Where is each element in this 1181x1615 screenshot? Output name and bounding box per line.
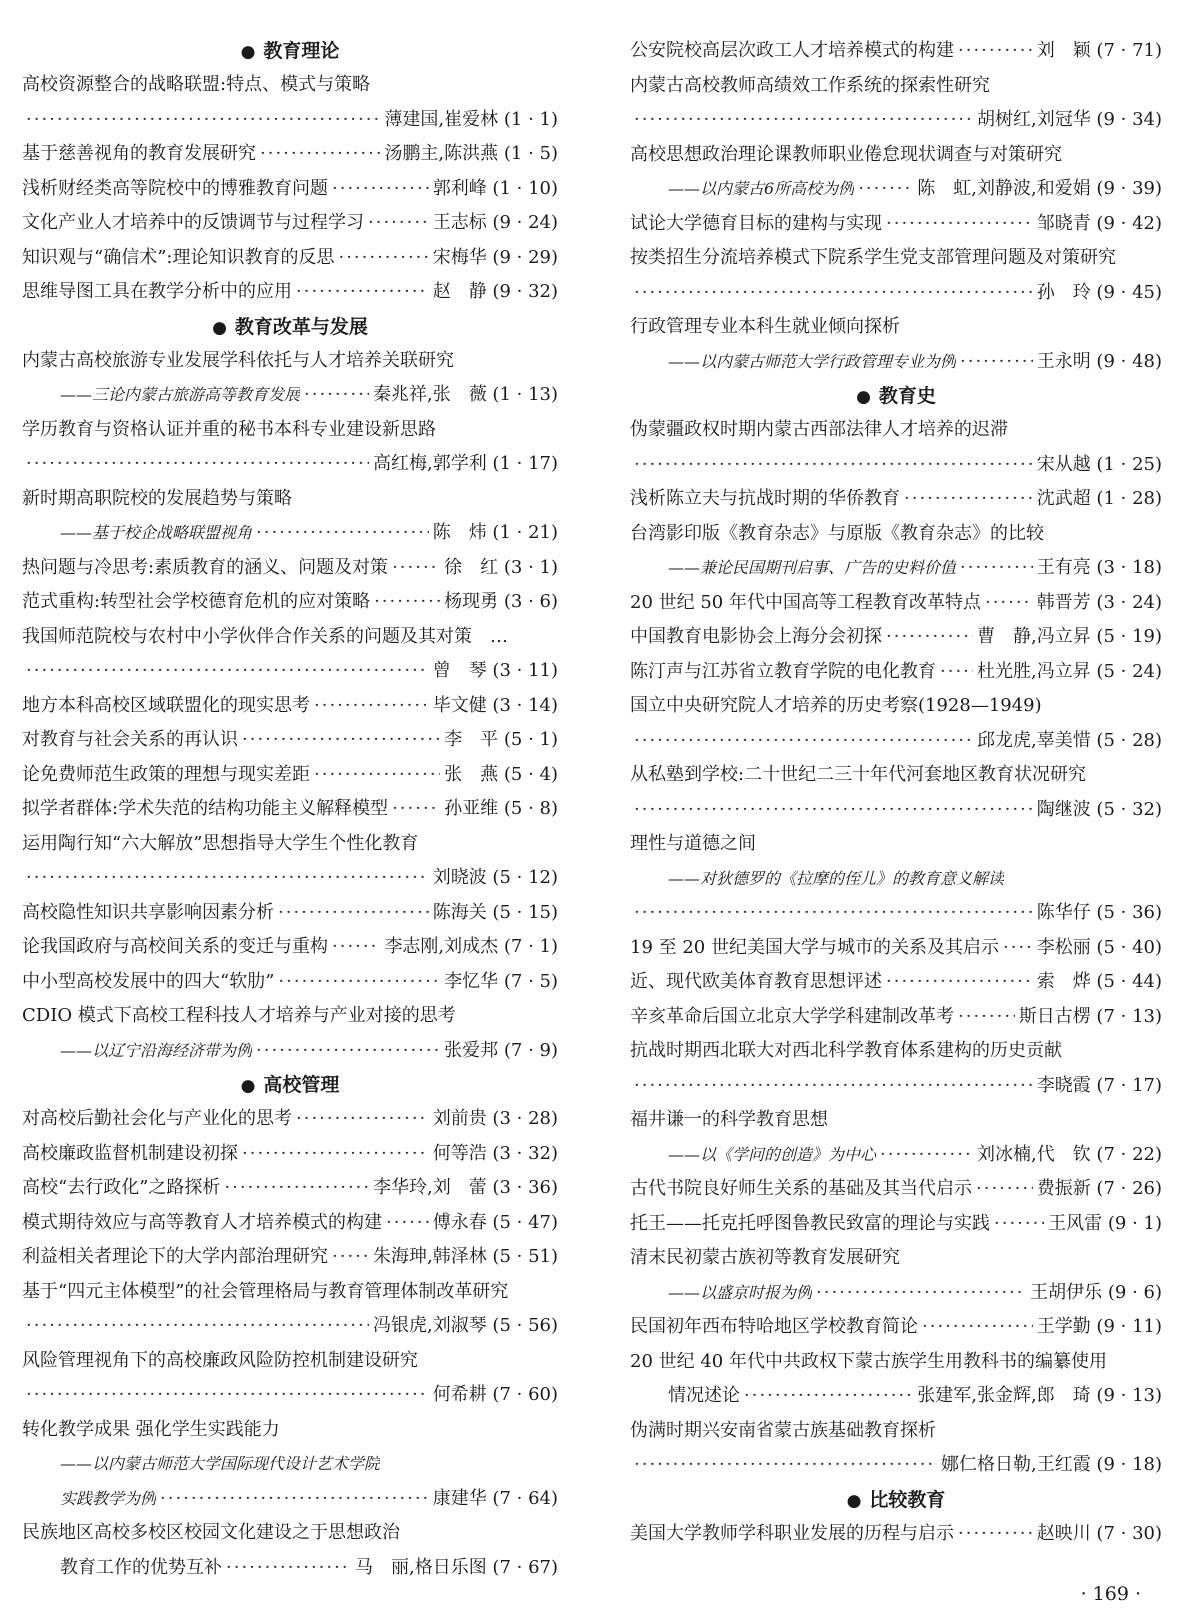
leader-dots: [958, 1000, 1015, 1035]
entry-title: 对高校后勤社会化与产业化的思考: [22, 1108, 292, 1129]
entry-author-page: 毕文健 (3 · 14): [432, 694, 558, 716]
entry-author-page: 宋从越 (1 · 25): [1036, 453, 1162, 475]
entry-author-page: 王学勤 (9 · 11): [1036, 1316, 1162, 1337]
entry-author-page: 索 烨 (5 · 44): [1036, 971, 1162, 992]
toc-entry: [22, 1482, 558, 1517]
toc-entry: [22, 585, 558, 620]
entry-title: 学历教育与资格认证并重的秘书本科专业建设新思路: [22, 418, 436, 440]
toc-entry: [630, 1379, 1162, 1414]
entry-author-page: 刘 颖 (7 · 71): [1036, 40, 1162, 61]
leader-dots: [634, 1069, 1033, 1104]
leader-dots: [904, 482, 1033, 517]
toc-entry: [630, 1448, 1162, 1483]
entry-author-page: 郭利峰 (1 · 10): [432, 177, 558, 199]
toc-entry: [630, 207, 1162, 242]
entry-author-page: 邱龙虎,辜美惜 (5 · 28): [976, 729, 1162, 751]
toc-entry: [22, 1137, 558, 1172]
entry-author-page: 李晓霞 (7 · 17): [1036, 1074, 1162, 1096]
toc-entry: [22, 447, 558, 482]
toc-entry: [630, 1310, 1162, 1345]
bullet-icon: ●: [240, 42, 256, 62]
entry-title: 陈汀声与江苏省立教育学院的电化教育: [630, 660, 936, 682]
leader-dots: [278, 896, 429, 931]
entry-title: CDIO 模式下高校工程科技人才培养与产业对接的思考: [22, 1005, 456, 1026]
toc-entry: [22, 758, 558, 793]
entry-author-page: 何希耕 (7 · 60): [432, 1384, 558, 1405]
leader-dots: [958, 34, 1033, 69]
entry-author-page: 娜仁格日勒,王红霞 (9 · 18): [940, 1454, 1162, 1475]
leader-dots: [278, 965, 440, 1000]
toc-entry: [630, 1276, 1162, 1311]
entry-title: 20 世纪 40 年代中共政权下蒙古族学生用教科书的编纂使用: [630, 1350, 1107, 1372]
entry-author-page: 陈华仔 (5 · 36): [1036, 902, 1162, 923]
toc-entry: [630, 34, 1162, 69]
leader-dots: [960, 345, 1033, 380]
entry-title: 思维导图工具在教学分析中的应用: [22, 281, 292, 302]
toc-title-line: [22, 482, 558, 517]
entry-title: ——以辽宁沿海经济带为例: [60, 1040, 253, 1060]
leader-dots: [880, 1138, 973, 1173]
leader-dots: [332, 930, 380, 965]
entry-title: 拟学者群体:学术失范的结构功能主义解释模型: [22, 798, 389, 819]
entry-title: 地方本科高校区域联盟化的现实思考: [22, 694, 310, 716]
leader-dots: [304, 378, 369, 413]
toc-entry: [22, 551, 558, 586]
leader-dots: [744, 1379, 913, 1414]
toc-entry: [22, 689, 558, 724]
toc-entry: [630, 793, 1162, 828]
section-title: 教育理论: [263, 40, 340, 62]
toc-entry: [22, 930, 558, 965]
leader-dots: [994, 1207, 1044, 1242]
leader-dots: [958, 1517, 1033, 1552]
entry-title: 论免费师范生政策的理想与现实差距: [22, 763, 310, 785]
entry-author-page: 刘晓波 (5 · 12): [432, 867, 558, 888]
entry-title: ——以内蒙古6所高校为例: [668, 179, 855, 198]
section-title: 教育改革与发展: [234, 315, 368, 338]
toc-entry: [22, 1551, 558, 1586]
section-title: 高校管理: [263, 1074, 340, 1096]
entry-title: 风险管理视角下的高校廉政风险防控机制建设研究: [22, 1349, 418, 1371]
entry-title: 高校思想政治理论课教师职业倦怠现状调查与对策研究: [630, 143, 1062, 165]
entry-title: ——以内蒙古师范大学行政管理专业为例: [668, 351, 957, 371]
toc-title-line: [630, 1345, 1162, 1380]
toc-entry: [630, 172, 1162, 207]
toc-title-line: [22, 1413, 558, 1448]
toc-entry: [630, 551, 1162, 586]
leader-dots: [26, 1378, 429, 1413]
entry-author-page: 李志刚,刘成杰 (7 · 1): [384, 936, 558, 957]
entry-author-page: 赵 静 (9 · 32): [432, 281, 558, 302]
leader-dots: [314, 758, 440, 793]
entry-title: 清末民初蒙古族初等教育发展研究: [630, 1247, 900, 1268]
leader-dots: [634, 276, 1033, 311]
entry-title: 情况述论: [668, 1385, 740, 1406]
entry-title: 基于“四元主体模型”的社会管理格局与教育管理体制改革研究: [22, 1280, 509, 1302]
entry-title: 民国初年西布特哈地区学校教育简论: [630, 1316, 918, 1337]
entry-author-page: 曾 琴 (3 · 11): [432, 660, 558, 681]
toc-entry: [630, 1207, 1162, 1242]
toc-entry: [22, 792, 558, 827]
entry-title: 论我国政府与高校间关系的变迁与重构: [22, 936, 328, 957]
entry-author-page: 何等浩 (3 · 32): [432, 1142, 558, 1164]
entry-title: 高校隐性知识共享影响因素分析: [22, 901, 274, 923]
toc-entry: [22, 896, 558, 931]
toc-title-line: [630, 69, 1162, 104]
leader-dots: [296, 1102, 429, 1137]
toc-entry: [22, 723, 558, 758]
toc-title-line: [22, 999, 558, 1034]
toc-title-line: [630, 413, 1162, 448]
toc-entry: [22, 241, 558, 276]
entry-author-page: 陶继波 (5 · 32): [1036, 798, 1162, 820]
entry-author-page: 傅永春 (5 · 47): [432, 1211, 558, 1233]
leader-dots: [634, 103, 973, 138]
entry-author-page: 李松丽 (5 · 40): [1036, 936, 1162, 958]
entry-author-page: 陈海关 (5 · 15): [432, 901, 558, 923]
leader-dots: [960, 551, 1033, 586]
leader-dots: [858, 172, 913, 207]
toc-entry: [22, 206, 558, 241]
entry-title: ——以《学问的创造》为中心: [668, 1144, 877, 1164]
entry-title: 美国大学教师学科职业发展的历程与启示: [630, 1522, 954, 1544]
leader-dots: [1003, 931, 1033, 966]
toc-title-line: [22, 620, 558, 655]
entry-title: 古代书院良好师生关系的基础及其当代启示: [630, 1178, 972, 1199]
toc-entry: [630, 965, 1162, 1000]
toc-entry: [22, 1240, 558, 1275]
toc-entry: [22, 1171, 558, 1206]
entry-author-page: 杨现勇 (3 · 6): [444, 591, 558, 612]
entry-author-page: 汤鹏主,陈洪燕 (1 · 5): [384, 143, 558, 164]
section-title: 教育史: [878, 385, 936, 407]
entry-title: 浅析财经类高等院校中的博雅教育问题: [22, 177, 328, 199]
entry-author-page: 张 燕 (5 · 4): [444, 763, 558, 785]
entry-author-page: 王有亮 (3 · 18): [1036, 557, 1162, 578]
entry-title: 20 世纪 50 年代中国高等工程教育改革特点: [630, 591, 981, 613]
entry-title: 托王——托克托呼图鲁教民致富的理论与实践: [630, 1212, 990, 1234]
entry-title: 高校廉政监督机制建设初探: [22, 1142, 238, 1164]
leader-dots: [26, 1309, 369, 1344]
toc-entry: [22, 654, 558, 689]
leader-dots: [260, 137, 380, 172]
toc-title-line: [630, 310, 1162, 345]
entry-title: 民族地区高校多校区校园文化建设之于思想政治: [22, 1522, 400, 1543]
toc-entry: [22, 516, 558, 551]
bullet-icon: ●: [846, 1490, 862, 1511]
bullet-icon: ●: [240, 1076, 256, 1096]
toc-entry: [22, 1378, 558, 1413]
toc-entry: [22, 965, 558, 1000]
section-heading: [22, 1068, 558, 1102]
entry-title: 按类招生分流培养模式下院系学生党支部管理问题及对策研究: [630, 247, 1116, 268]
entry-author-page: 孙亚维 (5 · 8): [444, 798, 558, 819]
toc-entry: [22, 275, 558, 310]
leader-dots: [392, 551, 440, 586]
entry-author-page: 曹 静,冯立昇 (5 · 19): [976, 626, 1162, 647]
entry-title: 内蒙古高校旅游专业发展学科依托与人才培养关联研究: [22, 349, 454, 371]
entry-author-page: 康建华 (7 · 64): [432, 1487, 558, 1509]
entry-title: ——三论内蒙古旅游高等教育发展: [60, 385, 301, 404]
entry-title: 内蒙古高校教师高绩效工作系统的探索性研究: [630, 74, 990, 96]
leader-dots: [922, 1310, 1033, 1345]
entry-title: 行政管理专业本科生就业倾向探析: [630, 316, 900, 337]
entry-title: 运用陶行知“六大解放”思想指导大学生个性化教育: [22, 832, 419, 854]
leader-dots: [26, 861, 429, 896]
entry-title: 中国教育电影协会上海分会初探: [630, 626, 882, 647]
entry-author-page: 王胡伊乐 (9 · 6): [1030, 1281, 1162, 1303]
toc-entry: [630, 1172, 1162, 1207]
entry-title: 19 至 20 世纪美国大学与城市的关系及其启示: [630, 936, 999, 958]
entry-title: 近、现代欧美体育教育思想评述: [630, 971, 882, 992]
bullet-icon: ●: [212, 317, 227, 338]
entry-title: 基于慈善视角的教育发展研究: [22, 143, 256, 164]
entry-author-page: 张爱邦 (7 · 9): [444, 1039, 558, 1061]
entry-title: 从私塾到学校:二十世纪二三十年代河套地区教育状况研究: [630, 764, 1087, 785]
section-title: 比较教育: [869, 1488, 946, 1511]
toc-entry: [22, 172, 558, 207]
leader-dots: [634, 724, 973, 759]
leader-dots: [26, 103, 380, 138]
entry-title: 公安院校高层次政工人才培养模式的构建: [630, 40, 954, 61]
entry-title: 伪蒙疆政权时期内蒙古西部法律人才培养的迟滞: [630, 419, 1008, 440]
toc-entry: [22, 137, 558, 172]
entry-author-page: 孙 玲 (9 · 45): [1036, 281, 1162, 303]
toc-title-line: [22, 827, 558, 862]
toc-entry: [22, 103, 558, 138]
toc-entry: [22, 378, 558, 413]
entry-author-page: 朱海珅,韩泽林 (5 · 51): [372, 1246, 558, 1267]
entry-author-page: 高红梅,郭学利 (1 · 17): [372, 453, 558, 474]
leader-dots: [296, 275, 429, 310]
toc-title-line: [630, 758, 1162, 793]
entry-title: ——以内蒙古师范大学国际现代设计艺术学院: [60, 1454, 381, 1473]
leader-dots: [160, 1482, 429, 1517]
toc-title-line: [22, 1516, 558, 1551]
entry-author-page: 刘冰楠,代 钦 (7 · 22): [976, 1143, 1162, 1165]
leader-dots: [634, 896, 1033, 931]
toc-title-line: [630, 862, 1162, 897]
entry-title: 高校资源整合的战略联盟:特点、模式与策略: [22, 74, 371, 95]
leader-dots: [392, 792, 440, 827]
leader-dots: [26, 447, 369, 482]
entry-author-page: 费振新 (7 · 26): [1036, 1178, 1162, 1199]
entry-author-page: 陈 炜 (1 · 21): [432, 522, 558, 543]
entry-title: ——基于校企战略联盟视角: [60, 523, 253, 542]
entry-author-page: 秦兆祥,张 薇 (1 · 13): [372, 384, 558, 405]
toc-title-line: [630, 1414, 1162, 1449]
toc-entry: [630, 655, 1162, 690]
toc-title-line: [630, 1103, 1162, 1138]
leader-dots: [886, 620, 973, 655]
leader-dots: [374, 585, 440, 620]
toc-title-line: [630, 517, 1162, 552]
toc-entry: [630, 345, 1162, 380]
entry-title: 范式重构:转型社会学校德育危机的应对策略: [22, 591, 371, 612]
toc-entry: [630, 448, 1162, 483]
leader-dots: [314, 689, 429, 724]
toc-entry: [22, 1206, 558, 1241]
bullet-icon: ●: [856, 387, 871, 407]
entry-author-page: 王永明 (9 · 48): [1036, 350, 1162, 372]
entry-author-page: 李忆华 (7 · 5): [444, 970, 558, 992]
entry-author-page: 韩晋芳 (3 · 24): [1036, 591, 1162, 613]
entry-title: 伪满时期兴安南省蒙古族基础教育探析: [630, 1419, 936, 1441]
entry-title: 福井谦一的科学教育思想: [630, 1109, 828, 1130]
toc-entry: [630, 724, 1162, 759]
leader-dots: [985, 586, 1033, 621]
entry-author-page: 陈 虹,刘静波,和爱娟 (9 · 39): [917, 178, 1162, 199]
entry-title: 对教育与社会关系的再认识: [22, 729, 238, 750]
entry-author-page: 王志标 (9 · 24): [432, 212, 558, 233]
entry-author-page: 沈武超 (1 · 28): [1036, 488, 1162, 509]
leader-dots: [338, 241, 428, 276]
leader-dots: [226, 1551, 351, 1586]
entry-title: 教育工作的优势互补: [60, 1556, 222, 1578]
entry-author-page: 李华玲,刘 蕾 (3 · 36): [372, 1177, 558, 1198]
leader-dots: [816, 1276, 1026, 1311]
leader-dots: [332, 1240, 369, 1275]
toc-entry: [22, 1309, 558, 1344]
entry-author-page: 徐 红 (3 · 1): [444, 556, 558, 578]
toc-entry: [630, 103, 1162, 138]
toc-title-line: [630, 1034, 1162, 1069]
toc-entry: [630, 896, 1162, 931]
entry-author-page: 冯银虎,刘淑琴 (5 · 56): [372, 1315, 558, 1336]
toc-title-line: [22, 1275, 558, 1310]
toc-title-line: [22, 344, 558, 379]
toc-entry: [630, 1138, 1162, 1173]
toc-entry: [22, 1102, 558, 1137]
toc-entry: [630, 1069, 1162, 1104]
leader-dots: [976, 1172, 1033, 1207]
toc-entry: [630, 276, 1162, 311]
toc-title-line: [22, 1344, 558, 1379]
entry-title: 辛亥革命后国立北京大学学科建制改革考: [630, 1005, 954, 1027]
leader-dots: [940, 655, 973, 690]
toc-title-line: [630, 138, 1162, 173]
entry-title: 浅析陈立夫与抗战时期的华侨教育: [630, 488, 900, 509]
section-heading: [630, 379, 1162, 413]
entry-title: 新时期高职院校的发展趋势与策略: [22, 487, 292, 509]
entry-author-page: 李 平 (5 · 1): [444, 729, 558, 750]
entry-title: 转化教学成果 强化学生实践能力: [22, 1418, 280, 1440]
leader-dots: [634, 793, 1033, 828]
entry-author-page: 杜光胜,冯立昇 (5 · 24): [976, 660, 1162, 682]
toc-title-line: [630, 827, 1162, 862]
leader-dots: [886, 207, 1033, 242]
section-heading: [22, 310, 558, 344]
left-column: [22, 34, 558, 1585]
entry-title: 利益相关者理论下的大学内部治理研究: [22, 1246, 328, 1267]
entry-author-page: 王风雷 (9 · 1): [1048, 1212, 1162, 1234]
entry-author-page: 宋梅华 (9 · 29): [432, 246, 558, 268]
leader-dots: [386, 1206, 429, 1241]
entry-title: 热问题与冷思考:素质教育的涵义、问题及对策: [22, 556, 389, 578]
entry-author-page: 刘前贵 (3 · 28): [432, 1108, 558, 1129]
entry-author-page: 薄建国,崔爱林 (1 · 1): [384, 108, 558, 130]
leader-dots: [886, 965, 1033, 1000]
toc-entry: [22, 861, 558, 896]
toc-entry: [630, 586, 1162, 621]
toc-title-line: [22, 413, 558, 448]
entry-author-page: 胡树红,刘冠华 (9 · 34): [976, 109, 1162, 130]
leader-dots: [242, 1137, 429, 1172]
toc-entry: [630, 482, 1162, 517]
section-heading: [630, 1483, 1162, 1517]
entry-title: 文化产业人才培养中的反馈调节与过程学习: [22, 212, 364, 233]
toc-title-line: [630, 241, 1162, 276]
entry-author-page: 邹晓青 (9 · 42): [1036, 212, 1162, 234]
entry-author-page: 马 丽,格日乐图 (7 · 67): [354, 1556, 558, 1578]
entry-author-page: 斯日古楞 (7 · 13): [1018, 1005, 1162, 1027]
leader-dots: [368, 206, 429, 241]
leader-dots: [256, 516, 429, 551]
leader-dots: [26, 654, 429, 689]
entry-author-page: 赵映川 (7 · 30): [1036, 1522, 1162, 1544]
entry-title: 抗战时期西北联大对西北科学教育体系建构的历史贡献: [630, 1040, 1062, 1061]
entry-title: 中小型高校发展中的四大“软肋”: [22, 970, 275, 992]
toc-entry: [630, 620, 1162, 655]
toc-entry: [630, 931, 1162, 966]
toc-entry: [630, 1000, 1162, 1035]
entry-title: 我国师范院校与农村中小学伙伴合作关系的问题及其对策 …: [22, 625, 508, 647]
leader-dots: [332, 172, 429, 207]
toc-entry: [22, 1034, 558, 1069]
entry-title: 台湾影印版《教育杂志》与原版《教育杂志》的比较: [630, 522, 1044, 544]
toc-entry: [630, 1517, 1162, 1552]
leader-dots: [256, 1034, 440, 1069]
entry-title: 试论大学德育目标的建构与实现: [630, 212, 882, 234]
toc-title-line: [22, 68, 558, 103]
entry-title: 模式期待效应与高等教育人才培养模式的构建: [22, 1211, 382, 1233]
toc-title-line: [630, 1241, 1162, 1276]
entry-title: 实践教学为例: [60, 1488, 157, 1508]
leader-dots: [224, 1171, 369, 1206]
entry-title: 国立中央研究院人才培养的历史考察(1928—1949): [630, 695, 1042, 716]
entry-author-page: 张建军,张金辉,郎 琦 (9 · 13): [917, 1385, 1162, 1406]
entry-title: ——兼论民国期刊启事、广告的史料价值: [668, 558, 957, 577]
leader-dots: [634, 448, 1033, 483]
entry-title: ——对狄德罗的《拉摩的侄儿》的教育意义解读: [668, 868, 1005, 888]
entry-title: 高校“去行政化”之路探析: [22, 1177, 221, 1198]
leader-dots: [242, 723, 440, 758]
leader-dots: [634, 1448, 937, 1483]
right-column: [630, 34, 1162, 1551]
toc-title-line: [22, 1447, 558, 1482]
page-number: · 169 ·: [1080, 1583, 1141, 1605]
entry-title: ——以盛京时报为例: [668, 1282, 813, 1302]
section-heading: [22, 34, 558, 68]
entry-title: 理性与道德之间: [630, 833, 756, 854]
toc-title-line: [630, 689, 1162, 724]
entry-title: 知识观与“确信术”:理论知识教育的反思: [22, 246, 335, 268]
